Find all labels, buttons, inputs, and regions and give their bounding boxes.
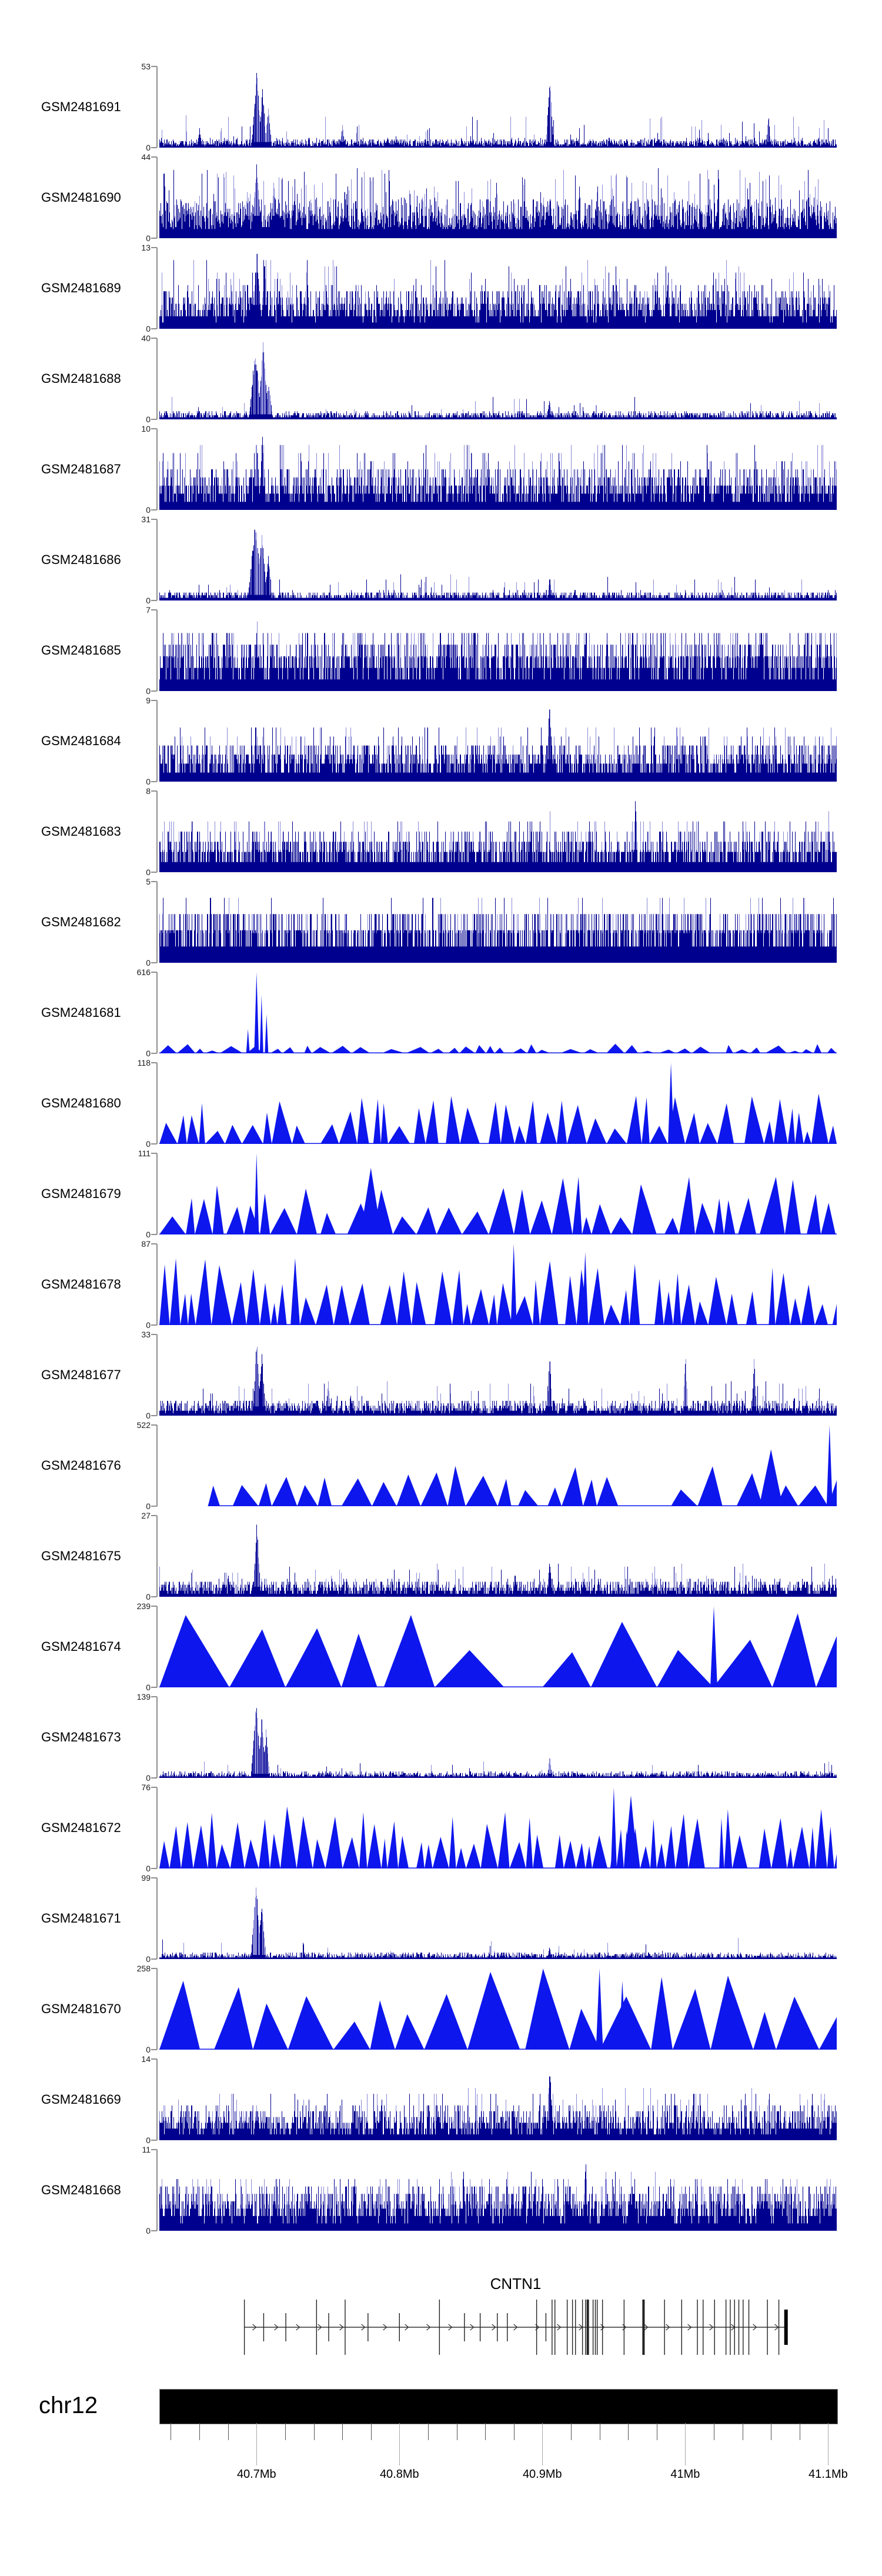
axis-major-tick [685,2423,686,2465]
track-axis-top-tick [151,1787,157,1788]
axis-tick-label: 41.1Mb [808,2468,848,2481]
track-sample-label: GSM2481669 [41,2092,121,2107]
track-axis-top-tick [151,519,157,520]
track-sample-label: GSM2481687 [41,462,121,476]
gene-model [0,2294,882,2364]
track-ymin-label: 0 [146,596,151,605]
track-ymax-label: 139 [136,1692,151,1701]
track-axis-zero-tick [151,872,157,873]
track-ymax-label: 99 [141,1873,151,1883]
track-axis-zero-tick [151,1777,157,1778]
track-axis-line [156,519,158,600]
track-axis-top-tick [151,428,157,429]
track-plot [159,1968,837,2050]
track-axis-top-tick [151,1606,157,1607]
track-axis-line [156,610,158,691]
track-ymin-label: 0 [146,1592,151,1601]
track-plot [159,972,837,1053]
track-sample-label: GSM2481675 [41,1549,121,1563]
track-axis-line [156,66,158,148]
track-ymax-label: 14 [141,2054,151,2064]
track-axis-zero-tick [151,1143,157,1144]
track-axis-zero-tick [151,781,157,782]
axis-minor-tick [342,2423,343,2440]
track-ymin-label: 0 [146,1230,151,1239]
axis-tick-label: 41Mb [670,2468,700,2481]
track-ymin-label: 0 [146,1864,151,1873]
track-ymax-label: 87 [141,1239,151,1249]
track-axis-top-tick [151,1424,157,1426]
track-plot [159,610,837,691]
track-axis-top-tick [151,1153,157,1154]
track-axis-line [156,1878,158,1959]
track-axis-top-tick [151,338,157,339]
axis-major-tick [256,2423,257,2465]
track-sample-label: GSM2481671 [41,1911,121,1926]
track-ymax-label: 7 [146,605,151,615]
track-plot [159,66,837,148]
axis-minor-tick [428,2423,429,2440]
track-axis-zero-tick [151,1596,157,1597]
track-ymax-label: 8 [146,786,151,796]
track-sample-label: GSM2481670 [41,2001,121,2016]
track-plot [159,1334,837,1416]
track-sample-label: GSM2481673 [41,1730,121,1744]
track-axis-top-tick [151,881,157,882]
track-axis-zero-tick [151,1053,157,1054]
track-ymin-label: 0 [146,1139,151,1149]
track-axis-line [156,882,158,963]
track-sample-label: GSM2481688 [41,371,121,386]
track-axis-line [156,2150,158,2231]
track-axis-line [156,1334,158,1416]
track-sample-label: GSM2481685 [41,643,121,658]
track-ymin-label: 0 [146,1954,151,1964]
track-ymax-label: 33 [141,1330,151,1339]
track-axis-line [156,248,158,329]
track-axis-zero-tick [151,1415,157,1416]
gene-name-label: CNTN1 [490,2275,542,2293]
track-ymin-label: 0 [146,233,151,243]
track-ymin-label: 0 [146,867,151,877]
track-ymin-label: 0 [146,1683,151,1692]
track-axis-zero-tick [151,962,157,963]
track-axis-line [156,2059,158,2140]
track-sample-label: GSM2481689 [41,281,121,295]
track-plot [159,1878,837,1959]
track-ymin-label: 0 [146,1049,151,1058]
track-ymax-label: 76 [141,1783,151,1792]
track-axis-line [156,1063,158,1144]
track-axis-zero-tick [151,2049,157,2050]
track-plot [159,2150,837,2231]
axis-minor-tick [199,2423,200,2440]
track-plot [159,882,837,963]
track-plot [159,1425,837,1506]
track-axis-top-tick [151,2149,157,2150]
track-sample-label: GSM2481690 [41,190,121,205]
track-axis-zero-tick [151,419,157,420]
track-axis-zero-tick [151,690,157,692]
track-axis-zero-tick [151,238,157,239]
track-axis-line [156,1516,158,1597]
axis-minor-tick [314,2423,315,2440]
track-ymax-label: 9 [146,696,151,705]
track-ymin-label: 0 [146,2226,151,2235]
track-plot [159,519,837,600]
track-ymax-label: 10 [141,424,151,433]
track-axis-zero-tick [151,328,157,329]
track-plot [159,248,837,329]
track-ymin-label: 0 [146,2045,151,2054]
track-plot [159,791,837,872]
track-axis-line [156,972,158,1053]
track-sample-label: GSM2481681 [41,1005,121,1020]
track-axis-top-tick [151,1877,157,1878]
track-ymin-label: 0 [146,505,151,515]
track-ymin-label: 0 [146,1501,151,1511]
track-plot [159,1244,837,1325]
track-ymax-label: 27 [141,1511,151,1520]
track-axis-line [156,700,158,782]
track-sample-label: GSM2481680 [41,1096,121,1110]
track-ymax-label: 13 [141,243,151,252]
track-sample-label: GSM2481684 [41,733,121,748]
track-axis-top-tick [151,972,157,973]
track-axis-zero-tick [151,2230,157,2231]
track-ymax-label: 44 [141,152,151,162]
track-ymax-label: 616 [136,967,151,977]
track-axis-zero-tick [151,2140,157,2141]
track-ymin-label: 0 [146,777,151,786]
track-sample-label: GSM2481668 [41,2183,121,2197]
track-axis-top-tick [151,156,157,158]
track-plot [159,700,837,782]
track-axis-line [156,1787,158,1868]
track-ymin-label: 0 [146,1411,151,1420]
track-axis-line [156,791,158,872]
track-ymin-label: 0 [146,686,151,696]
track-ymax-label: 258 [136,1964,151,1973]
axis-minor-tick [371,2423,372,2440]
track-axis-top-tick [151,609,157,610]
track-axis-zero-tick [151,1234,157,1235]
track-axis-line [156,1968,158,2050]
axis-major-tick [399,2423,400,2465]
track-ymax-label: 522 [136,1420,151,1430]
axis-minor-tick [485,2423,486,2440]
track-plot [159,338,837,419]
track-axis-top-tick [151,1968,157,1969]
track-ymin-label: 0 [146,1773,151,1783]
track-plot [159,429,837,510]
track-axis-zero-tick [151,1324,157,1326]
track-axis-line [156,1153,158,1234]
track-sample-label: GSM2481676 [41,1458,121,1473]
track-axis-top-tick [151,790,157,792]
track-ymin-label: 0 [146,415,151,424]
track-plot [159,1063,837,1144]
track-axis-zero-tick [151,147,157,148]
track-plot [159,157,837,238]
axis-tick-label: 40.7Mb [236,2468,276,2481]
track-axis-zero-tick [151,1958,157,1960]
track-sample-label: GSM2481674 [41,1639,121,1654]
track-plot [159,1787,837,1868]
track-sample-label: GSM2481677 [41,1367,121,1382]
track-axis-zero-tick [151,600,157,601]
track-axis-top-tick [151,1243,157,1244]
track-ymin-label: 0 [146,324,151,333]
chromosome-label: chr12 [39,2393,98,2418]
track-plot [159,1606,837,1687]
track-sample-label: GSM2481679 [41,1186,121,1201]
track-axis-top-tick [151,1334,157,1335]
axis-major-tick [542,2423,543,2465]
track-axis-top-tick [151,700,157,701]
axis-tick-label: 40.9Mb [522,2468,562,2481]
track-plot [159,1153,837,1234]
track-axis-zero-tick [151,1687,157,1688]
track-axis-top-tick [151,1696,157,1697]
axis-tick-label: 40.8Mb [379,2468,419,2481]
track-sample-label: GSM2481691 [41,99,121,114]
axis-minor-tick [285,2423,286,2440]
track-ymin-label: 0 [146,958,151,967]
track-ymax-label: 53 [141,62,151,71]
track-axis-zero-tick [151,1868,157,1869]
track-ymin-label: 0 [146,1320,151,1330]
track-axis-line [156,429,158,510]
track-sample-label: GSM2481678 [41,1277,121,1292]
track-sample-label: GSM2481672 [41,1820,121,1835]
track-plot [159,1516,837,1597]
track-axis-top-tick [151,247,157,248]
track-ymax-label: 118 [137,1058,151,1067]
track-ymax-label: 31 [141,515,151,524]
track-axis-zero-tick [151,509,157,510]
track-ymin-label: 0 [146,143,151,152]
track-axis-line [156,1606,158,1687]
track-axis-line [156,1244,158,1325]
track-plot [159,1697,837,1778]
track-sample-label: GSM2481686 [41,552,121,567]
track-axis-top-tick [151,66,157,67]
track-ymax-label: 239 [136,1601,151,1611]
track-ymax-label: 11 [142,2145,151,2154]
track-axis-line [156,1425,158,1506]
track-ymax-label: 5 [146,877,151,886]
track-axis-line [156,157,158,238]
track-axis-line [156,338,158,419]
track-axis-top-tick [151,2058,157,2060]
track-axis-zero-tick [151,1506,157,1507]
axis-minor-tick [228,2423,229,2440]
track-sample-label: GSM2481682 [41,915,121,929]
track-axis-line [156,1697,158,1778]
track-axis-top-tick [151,1515,157,1516]
track-axis-top-tick [151,1062,157,1063]
track-ymax-label: 40 [141,333,151,343]
track-ymax-label: 111 [138,1149,151,1158]
chromosome-ideogram [159,2389,838,2424]
track-ymin-label: 0 [146,2135,151,2145]
track-plot [159,2059,837,2140]
track-sample-label: GSM2481683 [41,824,121,839]
axis-minor-tick [628,2423,629,2440]
axis-minor-tick [571,2423,572,2440]
